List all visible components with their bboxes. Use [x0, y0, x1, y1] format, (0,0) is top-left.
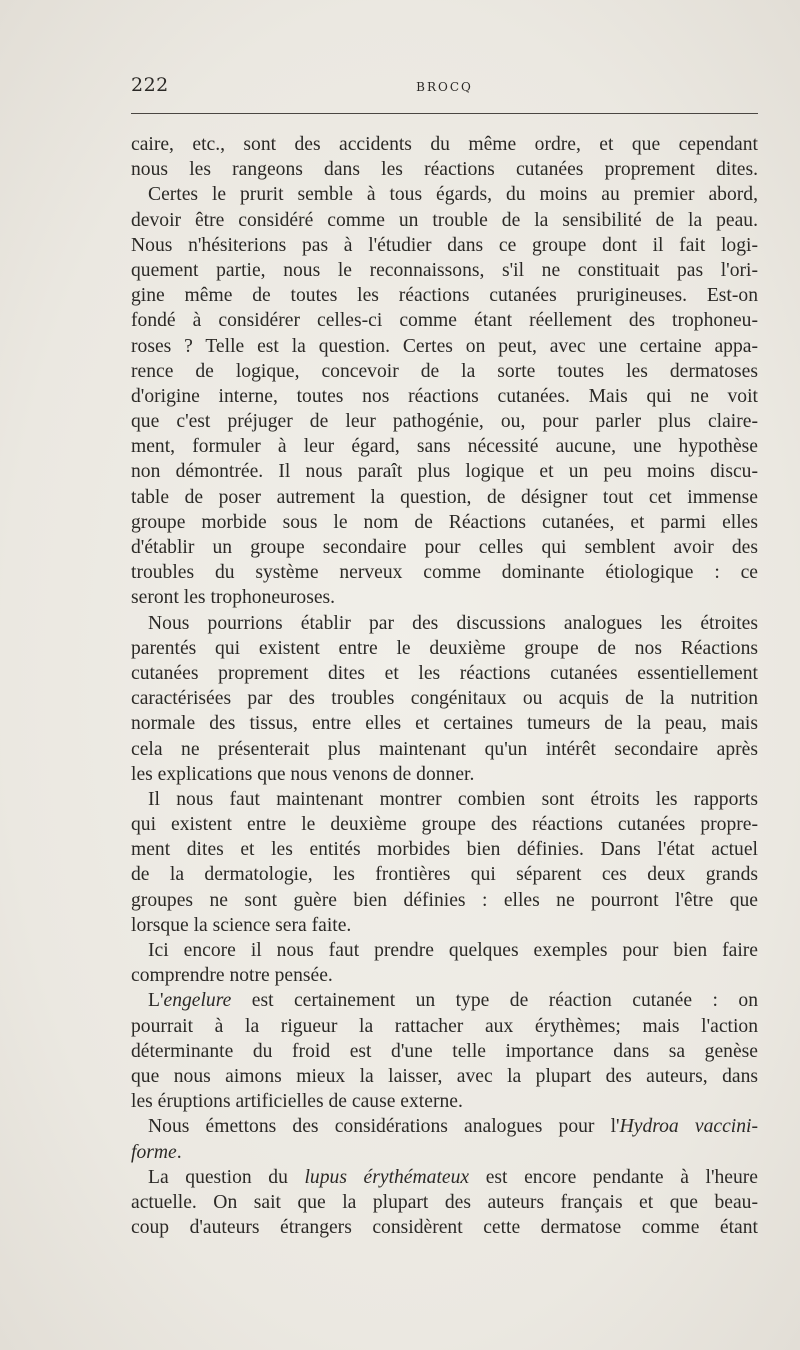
text-line: devoir être considéré comme un trouble de la sensibilité de la peau.: [131, 209, 758, 231]
text-line: Ici encore il nous faut prendre quelques exemples pour bien faire: [148, 940, 758, 961]
text-line: lorsque la science sera faite.: [131, 914, 352, 936]
text-line: troubles du système nerveux comme dominante étiologique : ce: [131, 562, 758, 584]
text-line: normale des tissus, entre elles et certaines tumeurs de la peau, mais: [131, 713, 758, 735]
text-line: pourrait à la rigueur la rattacher aux érythèmes; mais l'action: [131, 1015, 758, 1037]
body-text: [131, 132, 758, 1240]
text-line: seront les trophoneuroses.: [131, 587, 336, 609]
text-line: [131, 1114, 758, 1139]
text-line: coup d'auteurs étrangers considèrent cette dermatose comme étant: [131, 1217, 758, 1239]
page-number: 222: [131, 74, 169, 96]
text-line: [131, 988, 758, 1013]
text-line: déterminante du froid est d'une telle importance dans sa genèse: [131, 1040, 758, 1062]
text-line: non démontrée. Il nous paraît plus logique et un peu moins discu-: [131, 461, 758, 483]
text-line: caire, etc., sont des accidents du même ordre, et que cependant: [131, 134, 758, 155]
text-line: de la dermatologie, les frontières qui séparent ces deux grands: [131, 864, 758, 886]
text-line: [131, 1140, 758, 1165]
text-line: d'origine interne, toutes nos réactions cutanées. Mais qui ne voit: [131, 385, 758, 407]
page-header: [131, 74, 758, 104]
text-line: caractérisées par des troubles congénitaux ou acquis de la nutrition: [131, 688, 758, 710]
text-run: est encore pendante à l'heure: [469, 1166, 758, 1188]
text-line: parentés qui existent entre le deuxième groupe de nos Réactions: [131, 637, 758, 659]
text-line: les explications que nous venons de donner.: [131, 763, 475, 785]
text-line: comprendre notre pensée.: [131, 965, 333, 987]
text-run: La question du: [148, 1166, 305, 1188]
text-line: groupes ne sont guère bien définies : elles ne pourront l'être que: [131, 889, 758, 911]
text-line: les éruptions artificielles de cause externe.: [131, 1091, 463, 1113]
italic-term: Hydroa vaccini-: [619, 1116, 758, 1138]
text-line: que nous aimons mieux la laisser, avec la plupart des auteurs, dans: [131, 1065, 758, 1087]
text-line: cutanées proprement dites et les réactions cutanées essentiellement: [131, 662, 758, 684]
text-line: d'établir un groupe secondaire pour celles qui semblent avoir des: [131, 537, 758, 558]
text-line: Certes le prurit semble à tous égards, du moins au premier abord,: [148, 184, 758, 206]
text-line: cela ne présenterait plus maintenant qu'un intérêt secondaire après: [131, 738, 758, 760]
text-line: qui existent entre le deuxième groupe des réactions cutanées propre-: [131, 814, 758, 836]
text-run: .: [176, 1141, 182, 1163]
text-line: roses ? Telle est la question. Certes on peut, avec une certaine appa-: [131, 335, 758, 357]
text-run: L': [148, 990, 164, 1012]
text-line: gine même de toutes les réactions cutanées prurigineuses. Est-on: [131, 285, 758, 307]
text-line: quement partie, nous le reconnaissons, s'il ne constituait pas l'ori-: [131, 259, 758, 281]
text-line: actuelle. On sait que la plupart des auteurs français et que beau-: [131, 1191, 758, 1213]
running-head: BROCQ: [416, 80, 473, 94]
text-line: ment, formuler à leur égard, sans nécessité aucune, une hypothèse: [131, 436, 758, 458]
text-line: que c'est préjuger de leur pathogénie, ou, pour parler plus claire-: [131, 411, 758, 433]
text-line: Il nous faut maintenant montrer combien sont étroits les rapports: [148, 788, 758, 810]
text-line: groupe morbide sous le nom de Réactions cutanées, et parmi elles: [131, 511, 758, 533]
text-line: [131, 1165, 758, 1190]
text-line: Nous n'hésiterions pas à l'étudier dans ce groupe dont il fait logi-: [131, 234, 758, 256]
text-line: rence de logique, concevoir de la sorte toutes les dermatoses: [131, 360, 758, 382]
italic-term: lupus érythémateux: [304, 1166, 470, 1188]
text-line: ment dites et les entités morbides bien définies. Dans l'état actuel: [131, 839, 758, 861]
italic-term: engelure: [163, 990, 232, 1012]
text-line: nous les rangeons dans les réactions cutanées proprement dites.: [131, 159, 758, 181]
italic-term: forme: [131, 1141, 177, 1163]
text-line: Nous pourrions établir par des discussions analogues les étroites: [148, 612, 758, 634]
text-line: table de poser autrement la question, de désigner tout cet immense: [131, 486, 758, 508]
text-run: est certainement un type de réaction cutanée : on: [231, 990, 758, 1012]
header-rule: [131, 113, 758, 114]
text-run: Nous émettons des considérations analogues pour l': [148, 1116, 620, 1138]
text-line: fondé à considérer celles-ci comme étant réellement des trophoneu-: [131, 310, 758, 332]
